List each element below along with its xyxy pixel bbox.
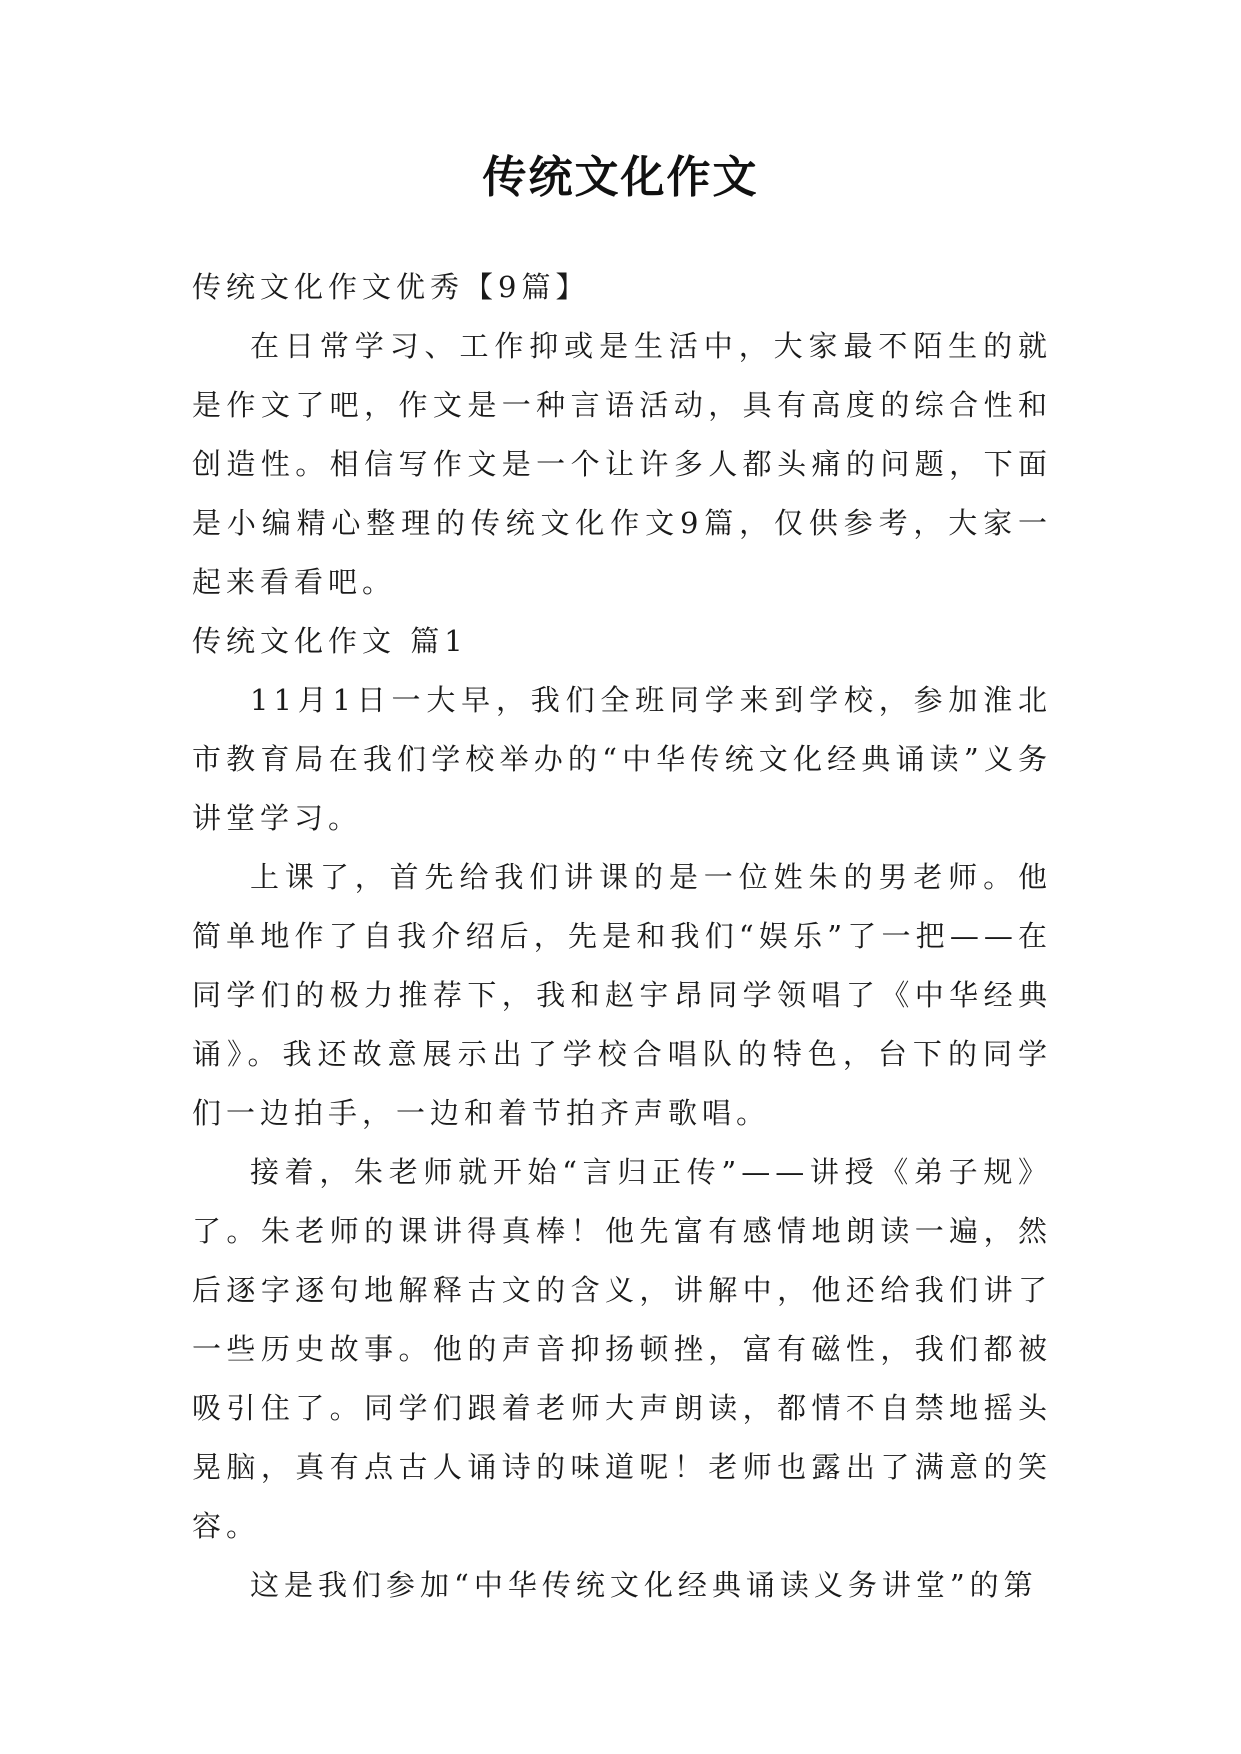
section-heading: 传统文化作文 篇1 [192, 624, 468, 658]
body-paragraph-2: 上课了，首先给我们讲课的是一位姓朱的男老师。他简单地作了自我介绍后，先是和我们“娱乐”了一把——在同学们的极力推荐下，我和赵宇昂同学领唱了《中华经典诵》。我还故意展示出了学校合唱队的特色，台下的同学们一边拍手，一边和着节拍齐声歌唱。 [192, 860, 1052, 1130]
intro-paragraph: 在日常学习、工作抑或是生活中，大家最不陌生的就是作文了吧，作文是一种言语活动，具有高度的综合性和创造性。相信写作文是一个让许多人都头痛的问题，下面是小编精心整理的传统文化作文9篇，仅供参考，大家一起来看看吧。 [192, 329, 1052, 599]
body-paragraph-4: 这是我们参加“中华传统文化经典诵读义务讲堂”的第 [250, 1568, 1038, 1602]
body-paragraph-3: 接着，朱老师就开始“言归正传”——讲授《弟子规》了。朱老师的课讲得真棒！他先富有感情地朗读一遍，然后逐字逐句地解释古文的含义，讲解中，他还给我们讲了一些历史故事。他的声音抑扬顿挫，富有磁性，我们都被吸引住了。同学们跟着老师大声朗读，都情不自禁地摇头晃脑，真有点古人诵诗的味道呢！老师也露出了满意的笑容。 [192, 1155, 1052, 1543]
document-title: 传统文化作文 [482, 152, 759, 203]
body-paragraph-1: 11月1日一大早，我们全班同学来到学校，参加淮北市教育局在我们学校举办的“中华传统文化经典诵读”义务讲堂学习。 [192, 683, 1052, 835]
document-subtitle: 传统文化作文优秀【9篇】 [192, 270, 590, 304]
document-body [192, 258, 1052, 1615]
